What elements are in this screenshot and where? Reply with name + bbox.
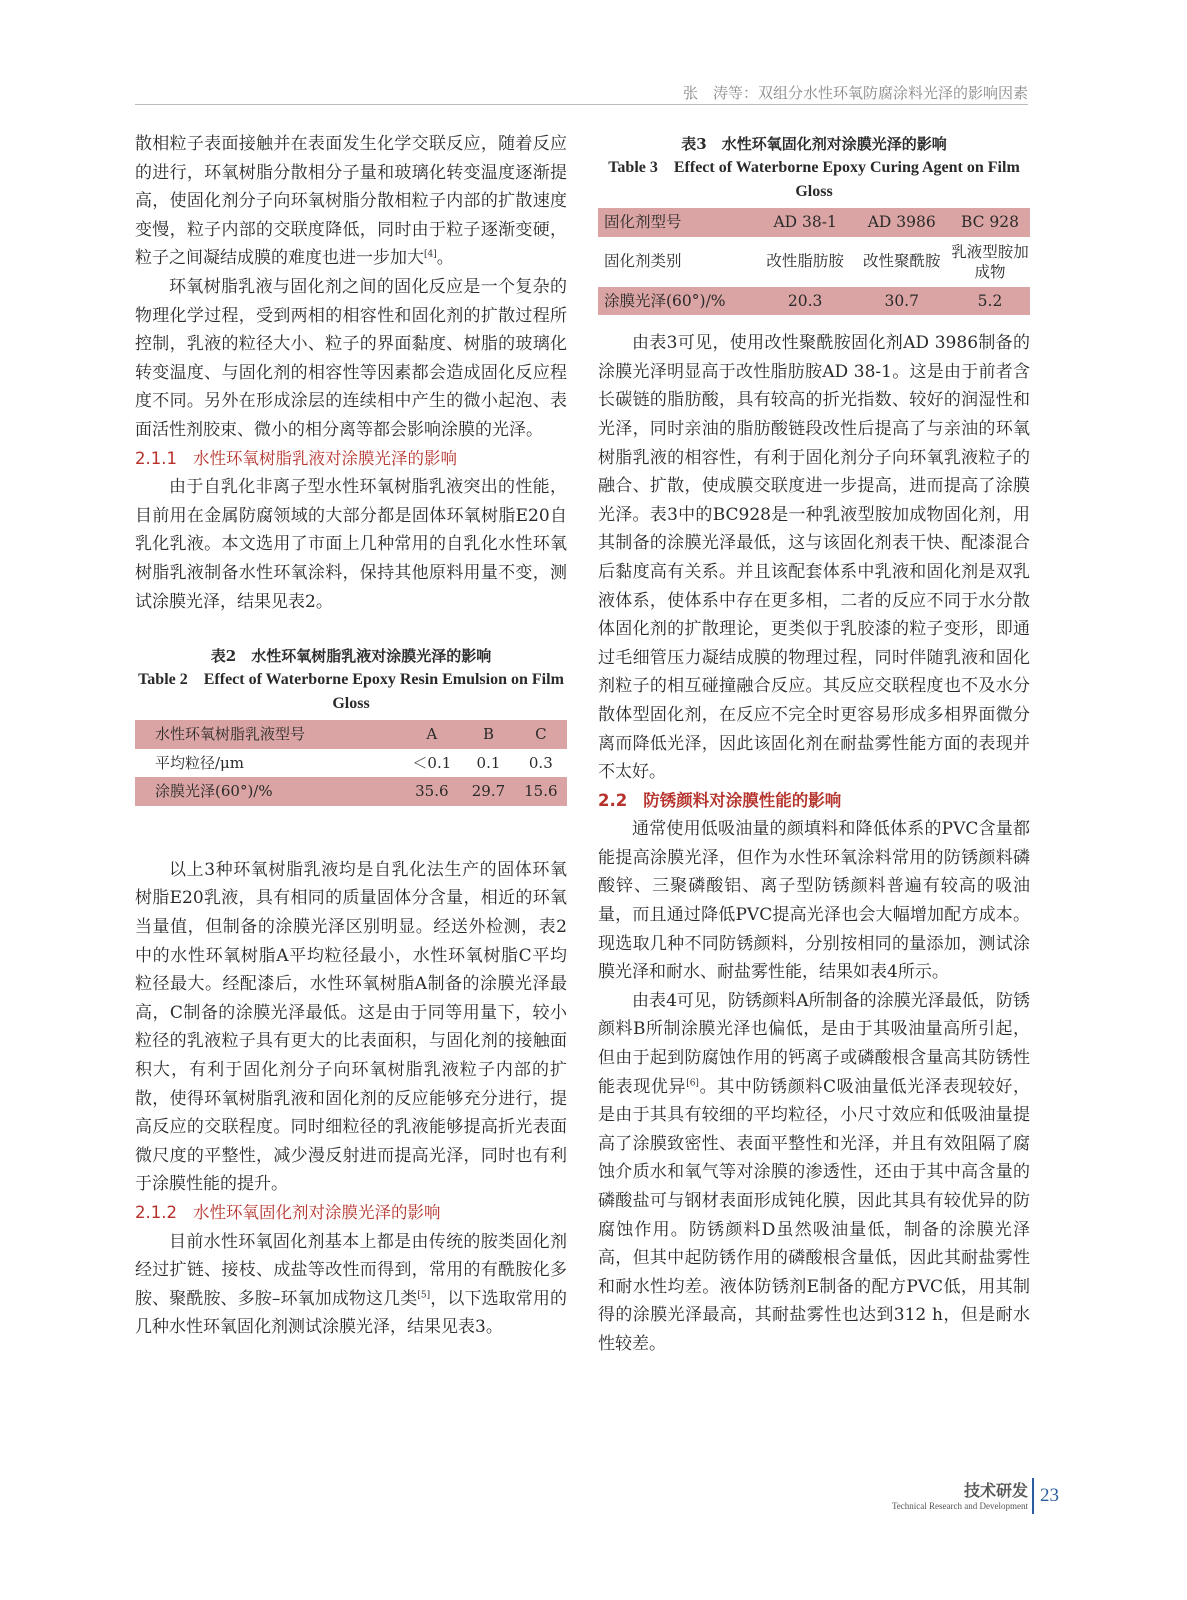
- section-title: 防锈颜料对涂膜性能的影响: [643, 790, 842, 810]
- citation[interactable]: [6]: [686, 1077, 699, 1088]
- section-number: 2.2: [598, 790, 628, 810]
- paragraph: 由表3可见，使用改性聚酰胺固化剂AD 3986制备的涂膜光泽明显高于改性脂肪胺AD 38-1。这是由于前者含长碳链的脂肪酸，具有较高的折光指数、较好的润湿性和光泽，同时亲油的脂肪酸链段改性后提高了与亲油的环氧树脂乳液的相容性，有利于固化剂分子向环氧乳液粒子的融合、扩散，使成膜交联度进一步提高，进而提高了涂膜光泽。表3中的BC928是一种乳液型胺加成物固化剂，用其制备的涂膜光泽最低，这与该固化剂表干快、配漆混合后黏度高有关系。并且该配套体系中乳液和固化剂是双乳液体系，使体系中存在更多相，二者的反应不同于水分散体固化剂的扩散理论，更类似于乳胶漆的粒子变形，即通过毛细管压力凝结成膜的物理过程，同时伴随乳液和固化剂粒子的相互碰撞融合反应。其反应交联程度也不及水分散体型固化剂，在反应不完全时更容易形成多相界面微分离而降低光泽，因此该固化剂在耐盐雾性能方面的表现并不太好。: [598, 333, 1031, 783]
- page-number: 23: [1032, 1478, 1059, 1514]
- paragraph: [598, 987, 1030, 1359]
- running-title: 张 涛等：双组分水性环氧防腐涂料光泽的影响因素: [682, 84, 1028, 102]
- table-cell: 29.7: [462, 777, 514, 806]
- right-column: [598, 132, 1030, 1359]
- table-cell: 30.7: [853, 287, 950, 316]
- footer-section-cn: 技术研发: [963, 1481, 1028, 1500]
- table-caption-cn: 表2 水性环氧树脂乳液对涂膜光泽的影响: [210, 647, 492, 666]
- table-header-cell: BC 928: [950, 208, 1030, 237]
- section-title: 水性环氧树脂乳液对涂膜光泽的影响: [192, 448, 457, 468]
- table-caption-cn: 表3 水性环氧固化剂对涂膜光泽的影响: [681, 135, 947, 153]
- table-cell: ＜0.1: [412, 753, 452, 772]
- table-caption-en: Table 2 Effect of Waterborne Epoxy Resin Emulsion on Film Gloss: [138, 671, 564, 713]
- paragraph: [135, 130, 567, 273]
- table-header-cell: A: [401, 720, 462, 749]
- table-cell: 15.6: [515, 777, 567, 806]
- paragraph-text: 由表4可见，防锈颜料A所制备的涂膜光泽最低，防锈颜料B所制涂膜光泽也偏低，是由于其吸油量高所引起，但由于起到防腐蚀作用的钙离子或磷酸根含量高其防锈性能表现优异: [598, 990, 1030, 1097]
- section-number: 2.1.1: [135, 448, 177, 468]
- table-cell: 0.3: [528, 753, 553, 772]
- table-2: [135, 644, 567, 806]
- table-header-cell: 水性环氧树脂乳液型号: [135, 720, 401, 749]
- section-number: 2.1.2: [135, 1203, 177, 1222]
- table-cell: 35.6: [401, 777, 462, 806]
- table-header-cell: C: [515, 720, 567, 749]
- table-cell: 乳液型胺加成物: [951, 242, 1029, 281]
- citation[interactable]: [5]: [417, 1290, 431, 1301]
- paragraph-text: 。其中防锈颜料C吸油量低光泽表现较好，是由于其具有较细的平均粒径，小尺寸效应和低吸油量提高了涂膜致密性、表面平整性和光泽，并且有效阻隔了腐蚀介质水和氧气等对涂膜的渗透性，还由于其中高含量的磷酸盐可与钢材表面形成钝化膜，因此其具有较优异的防腐蚀作用。防锈颜料D虽然吸油量低，制备的涂膜光泽高，但其中起防锈作用的磷酸根含量低，因此其耐盐雾性和耐水性均差。液体防锈剂E制备的配方PVC低，用其制得的涂膜光泽最高，其耐盐雾性也达到312 h，但是耐水性较差。: [598, 1076, 1031, 1354]
- paragraph: [135, 1228, 567, 1342]
- paragraph-text: 散相粒子表面接触并在表面发生化学交联反应，随着反应的进行，环氧树脂分散相分子量和玻璃化转变温度逐渐提高，使固化剂分子向环氧树脂分散相粒子内部的扩散速度变慢，粒子内部的交联度降低，同时由于粒子逐渐变硬，粒子之间凝结成膜的难度也进一步加大: [135, 134, 567, 269]
- section-heading-2-1-1: [135, 445, 567, 474]
- paragraph: 以上3种环氧树脂乳液均是自乳化法生产的固体环氧树脂E20乳液，具有相同的质量固体分含量，相近的环氧当量值，但制备的涂膜光泽区别明显。经送外检测，表2中的水性环氧树脂A平均粒径最小，水性环氧树脂C平均粒径最大。经配漆后，水性环氧树脂A制备的涂膜光泽最高，C制备的涂膜光泽最低。这是由于同等用量下，较小粒径的乳液粒子具有更大的比表面积，与固化剂的接触面积大，有利于固化剂分子向环氧树脂乳液粒子内部的扩散，使得环氧树脂乳液和固化剂的反应能够充分进行，提高反应的交联程度。同时细粒径的乳液能够提高折光表面微尺度的平整性，减少漫反射进而提高光泽，同时也有利于涂膜性能的提升。: [135, 859, 567, 1195]
- footer-section-en: Technical Research and Development: [891, 1501, 1028, 1511]
- table-header-row: [598, 208, 1030, 237]
- table-header-cell: AD 3986: [853, 208, 950, 237]
- table-cell: 涂膜光泽(60°)/%: [135, 777, 401, 806]
- running-header: [135, 82, 1028, 105]
- paragraph-text: 。: [436, 248, 454, 269]
- table-header-cell: AD 38-1: [757, 208, 854, 237]
- table-header-cell: B: [462, 720, 514, 749]
- table-header-cell: 固化剂型号: [598, 208, 757, 237]
- footer-section: [892, 1478, 1028, 1511]
- table-3: [598, 132, 1030, 315]
- paragraph: 由于自乳化非离子型水性环氧树脂乳液突出的性能，目前用在金属防腐领域的大部分都是固体环氧树脂E20自乳化乳液。本文选用了市面上几种常用的自乳化水性环氧树脂乳液制备水性环氧涂料，保持其他原料用量不变，测试涂膜光泽，结果见表2。: [135, 477, 567, 612]
- section-title: 水性环氧固化剂对涂膜光泽的影响: [192, 1203, 441, 1222]
- table-cell: 20.3: [757, 287, 854, 316]
- table-cell: 0.1: [476, 753, 501, 772]
- table-cell: 涂膜光泽(60°)/%: [598, 287, 757, 316]
- left-column: [135, 130, 567, 1342]
- table-header-row: [135, 720, 567, 749]
- paragraph-text: 目前水性环氧固化剂基本上都是由传统的胺类固化剂经过扩链、接枝、成盐等改性而得到，常用的有酰胺化多胺、聚酰胺、多胺–环氧加成物这几类: [135, 1231, 567, 1309]
- table-cell: 改性聚酰胺: [862, 252, 941, 271]
- section-heading-2-2: [598, 787, 1030, 816]
- section-heading-2-1-2: [135, 1199, 567, 1228]
- table-row: [135, 749, 567, 778]
- table-cell: 改性脂肪胺: [766, 252, 844, 271]
- paragraph: 通常使用低吸油量的颜填料和降低体系的PVC含量都能提高涂膜光泽，但作为水性环氧涂料常用的防锈颜料磷酸锌、三聚磷酸铝、离子型防锈颜料普遍有较高的吸油量，而且通过降低PVC提高光泽也会大幅增加配方成本。现选取几种不同防锈颜料，分别按相同的量添加，测试涂膜光泽和耐水、耐盐雾性能，结果如表4所示。: [598, 819, 1030, 983]
- paragraph-text: ，以下选取常用的几种水性环氧固化剂测试涂膜光泽，结果见表3。: [135, 1288, 568, 1338]
- table-caption-en: Table 3 Effect of Waterborne Epoxy Curing Agent on Film Gloss: [608, 159, 1020, 200]
- table-cell: 5.2: [950, 287, 1030, 316]
- citation[interactable]: [4]: [424, 249, 437, 260]
- table-row: [135, 777, 567, 806]
- table-row: [598, 237, 1030, 287]
- table-cell: 平均粒径/μm: [155, 753, 245, 772]
- paragraph: 环氧树脂乳液与固化剂之间的固化反应是一个复杂的物理化学过程，受到两相的相容性和固化剂的扩散过程所控制，乳液的粒径大小、粒子的界面黏度、树脂的玻璃化转变温度、与固化剂的相容性等因素都会造成固化反应程度不同。另外在形成涂层的连续相中产生的微小起泡、表面活性剂胶束、微小的相分离等都会影响涂膜的光泽。: [135, 276, 567, 440]
- table-cell: 固化剂类别: [604, 252, 682, 271]
- table-row: [598, 287, 1030, 316]
